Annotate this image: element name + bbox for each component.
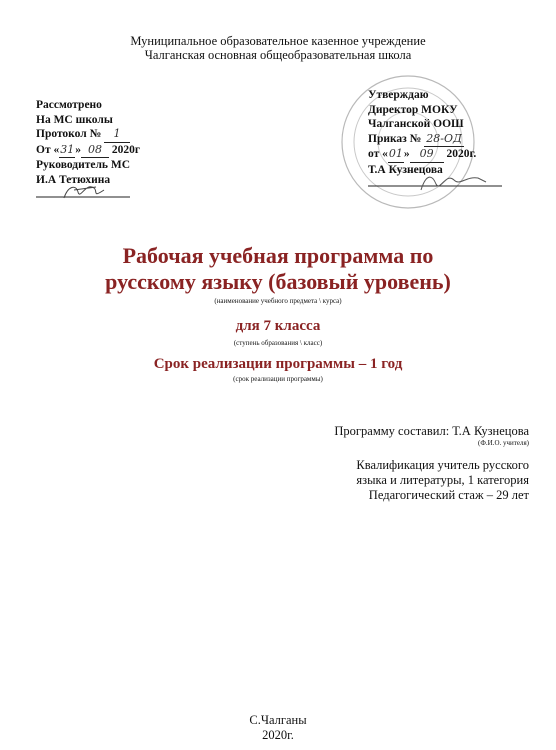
subject-caption: (наименование учебного предмета \ курса) <box>214 297 342 305</box>
director-name: Т.А Кузнецова <box>368 163 443 176</box>
grade-text: для 7 класса <box>235 318 321 334</box>
author-caption: (Ф.И.О. учителя) <box>478 439 529 447</box>
reviewed-block <box>36 98 140 187</box>
protocol-number: 1 <box>104 127 130 143</box>
qualification-line1: Квалификация учитель русского <box>356 458 529 472</box>
order-number: 28-ОД <box>424 132 464 148</box>
head-label: Руководитель МС <box>36 159 131 171</box>
author-line: Программу составил: Т.А Кузнецова <box>334 424 529 438</box>
approved-block <box>368 88 476 177</box>
protocol-line <box>36 127 140 143</box>
qualification-line2: языка и литературы, 1 категория <box>356 473 529 487</box>
head-name: И.А Тетюхина <box>36 173 111 186</box>
program-title-line1: Рабочая учебная программа по <box>122 243 434 268</box>
year: 2020г. <box>262 728 294 742</box>
reviewed-label: Рассмотрено <box>36 99 102 111</box>
date-year: 2020г <box>111 143 141 156</box>
school-short: Чалганской ООШ <box>368 118 464 130</box>
date-day: 01 <box>388 147 404 163</box>
date-sep: » <box>403 148 410 160</box>
date-prefix: От « <box>36 143 60 156</box>
date-day: 31 <box>59 143 75 159</box>
term-text: Срок реализации программы – 1 год <box>153 356 403 372</box>
institution-name: Муниципальное образовательное казенное учреждение <box>130 34 426 48</box>
reviewer-signature <box>34 178 134 206</box>
date-prefix: от « <box>368 148 388 160</box>
date-month: 08 <box>81 143 109 159</box>
place: С.Чалганы <box>249 713 307 727</box>
approved-date <box>368 147 476 163</box>
director-signature <box>366 168 506 198</box>
school-name: Чалганская основная общеобразовательная школа <box>144 48 412 62</box>
reviewed-council: На МС школы <box>36 113 113 126</box>
date-year: 2020г. <box>446 148 477 160</box>
experience-line: Педагогический стаж – 29 лет <box>368 488 529 502</box>
reviewed-date <box>36 143 140 159</box>
protocol-label: Протокол № <box>36 128 102 140</box>
date-month: 09 <box>410 147 444 163</box>
order-label: Приказ № <box>368 132 422 145</box>
grade-caption: (ступень образования \ класс) <box>233 339 323 347</box>
program-title-line2: русскому языку (базовый уровень) <box>105 269 451 294</box>
term-caption: (срок реализации программы) <box>233 375 323 383</box>
date-sep: » <box>75 143 81 156</box>
order-line <box>368 132 476 148</box>
director-title: Директор МОКУ <box>368 103 458 116</box>
approved-label: Утверждаю <box>368 89 429 101</box>
